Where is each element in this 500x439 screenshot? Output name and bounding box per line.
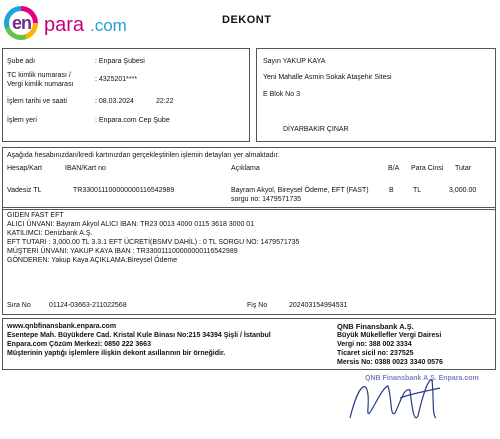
detail-line: KATILIMCI: Denizbank A.Ş. xyxy=(7,230,93,237)
row-description: Bayram Akyol, Bireysel Ödeme, EFT (FAST) xyxy=(231,187,369,194)
row-query-no: sorgu no: 1479571735 xyxy=(231,196,302,203)
branch-info-box xyxy=(2,48,250,142)
signature-image xyxy=(340,368,450,434)
location-label: İşlem yeri xyxy=(7,117,37,124)
header-account: Hesap/Kart xyxy=(7,165,43,172)
row-iban: TR330011100000000116542989 xyxy=(73,187,175,194)
details-box xyxy=(2,207,496,315)
header-ba: B/A xyxy=(388,165,400,172)
footer-bank-name: QNB Finansbank A.Ş. xyxy=(337,322,414,331)
footer-call-center: Enpara.com Çözüm Merkezi: 0850 222 3663 xyxy=(7,341,151,348)
row-currency: TL xyxy=(413,187,422,194)
row-account: Vadesiz TL xyxy=(7,187,42,194)
location-value: : Enpara.com Cep Şube xyxy=(95,117,170,124)
transaction-intro: Aşağıda hesabınızdan/kredi kartınızdan gerçekleştirilen işlemin detayları yer almaktadır. xyxy=(7,152,280,159)
detail-line: EFT TUTARI : 3,000.00 TL 3.3.1 EFT ÜCRETİ(BSMV DAHİL) : 0 TL SORGU NO: 1479571735 xyxy=(7,239,300,246)
date-value: : 08.03.2024 xyxy=(95,98,134,105)
header-currency: Para Cinsi xyxy=(411,165,444,172)
footer-address: Esentepe Mah. Büyükdere Cad. Kristal Kule Binası No:215 34394 Şişli / İstanbul xyxy=(7,332,271,339)
enpara-logo xyxy=(4,4,144,44)
fis-value: 202403154994531 xyxy=(289,302,348,309)
customer-name: Sayın YAKUP KAYA xyxy=(263,58,326,65)
logo-com-text: .com xyxy=(90,16,127,35)
sira-label: Sıra No xyxy=(7,302,31,309)
transaction-box xyxy=(2,147,496,210)
vkn-label: Vergi kimlik numarası xyxy=(7,81,74,88)
datetime-label: İşlem tarihi ve saati xyxy=(7,98,67,105)
footer-mersis: Mersis No: 0388 0023 3340 0576 xyxy=(337,359,443,366)
footer-website: www.qnbfinansbank.enpara.com xyxy=(7,323,117,330)
header-iban: IBAN/Kart no xyxy=(65,165,106,172)
sira-value: 01124-03663-211022568 xyxy=(49,302,127,309)
header-description: Açıklama xyxy=(231,165,260,172)
tckn-label: TC kimlik numarası / xyxy=(7,72,71,79)
detail-line: GÖNDEREN: Yakup Kaya AÇIKLAMA:Bireysel Ödeme xyxy=(7,257,178,264)
row-amount: 3,000.00 xyxy=(449,187,477,194)
footer-note: Müşterinin yaptığı işlemlere ilişkin dekont asıllarının bir örneğidir. xyxy=(7,350,226,357)
detail-line: MÜŞTERİ ÜNVANI: YAKUP KAYA IBAN : TR330011100000000116542989 xyxy=(7,248,238,255)
bank-stamp: QNB Finansbank A.Ş. Enpara.com xyxy=(365,375,479,382)
row-ba: B xyxy=(389,187,394,194)
address-line-2: E Blok No 3 xyxy=(263,91,300,98)
detail-line: ALICI ÜNVANI: Bayram Akyol ALICI IBAN: TR23 0013 4000 0115 3618 3000 01 xyxy=(7,221,255,228)
footer-tax-office: Büyük Mükellefler Vergi Dairesi xyxy=(337,332,442,339)
header-amount: Tutar xyxy=(455,165,472,172)
fis-label: Fiş No xyxy=(247,302,268,309)
tckn-value: : 4325201**** xyxy=(95,76,138,83)
address-box xyxy=(256,48,496,142)
page-title: DEKONT xyxy=(222,14,272,26)
logo-en-text: en xyxy=(12,13,32,33)
address-city: DİYARBAKIR ÇINAR xyxy=(283,126,349,133)
time-value: 22:22 xyxy=(156,98,174,105)
address-line-1: Yeni Mahalle Asmin Sokak Ataşehir Sitesi xyxy=(263,74,392,81)
branch-label: Şube adı xyxy=(7,58,36,65)
logo-para-text: para xyxy=(44,14,85,36)
footer-box xyxy=(2,318,496,370)
footer-trade-registry: Ticaret sicil no: 237525 xyxy=(337,350,414,357)
detail-line: GIDEN FAST EFT xyxy=(7,212,64,219)
branch-value: : Enpara Şubesi xyxy=(95,58,145,65)
footer-tax-no: Vergi no: 388 002 3334 xyxy=(337,341,412,348)
